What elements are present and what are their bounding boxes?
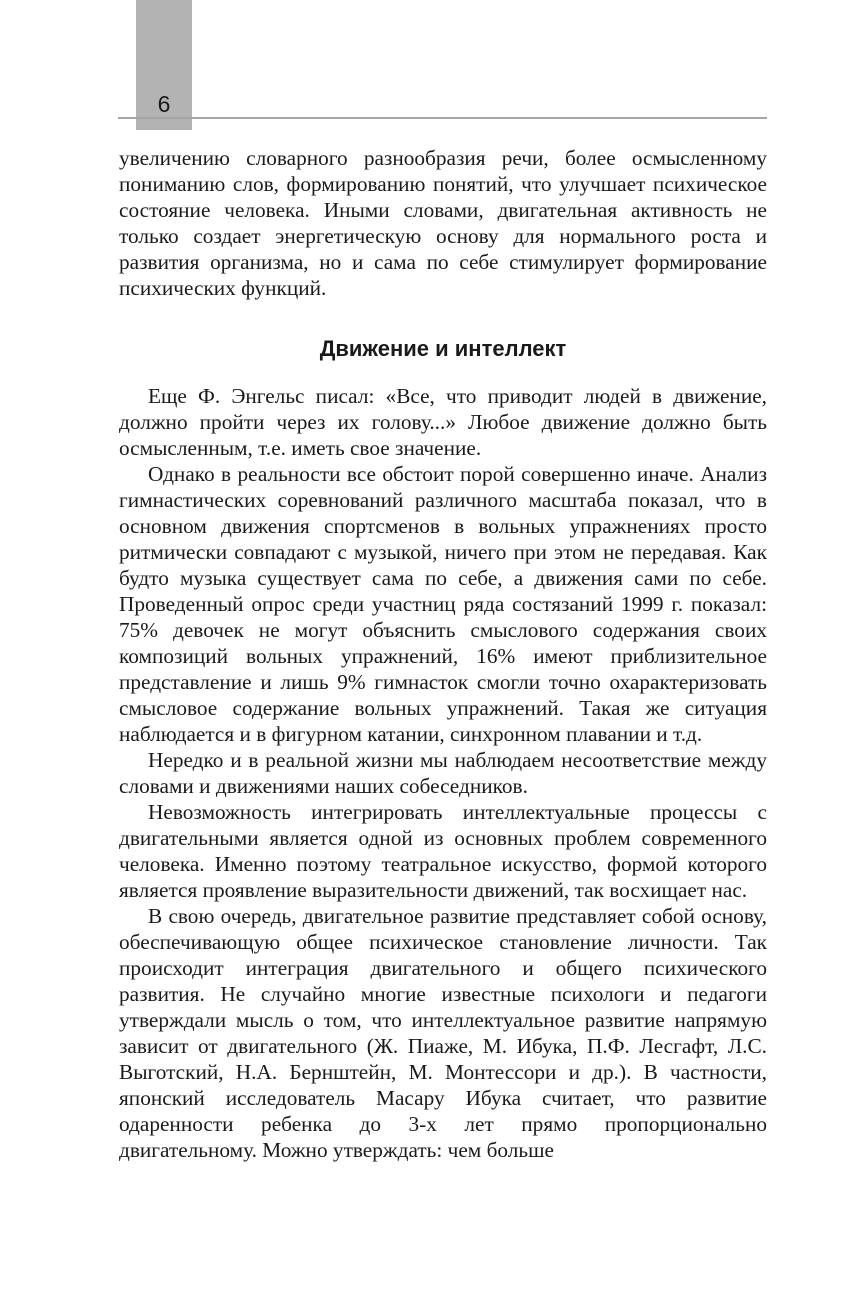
paragraph-motor-development: В свою очередь, двигательное развитие представляет собой основу, обеспечивающую общее психическое становление личности. Так происходит интеграция двигательного и общего психического развития. Не случайно многие известные психологи и педагоги утверждали мысль о том, что интеллектуальное развитие напрямую зависит от двигательного (Ж. Пиаже, М. Ибука, П.Ф. Лесгафт, Л.С. Выготский, Н.А. Бернштейн, М. Монтессори и др.). В частности, японский исследователь Масару Ибука считает, что развитие одаренности ребенка до 3-х лет прямо пропорционально двигательному. Можно утверждать: чем больше — [119, 904, 767, 1162]
header-rule — [118, 117, 767, 119]
page-number-tab — [136, 0, 192, 130]
paragraph-gymnastics-survey: Однако в реальности все обстоит порой совершенно иначе. Анализ гимнастических соревнований различного масштаба показал, что в основном движения спортсменов в вольных упражнениях просто ритмически совпадают с музыкой, ничего при этом не передавая. Как будто музыка существует сама по себе, а движения сами по себе. Проведенный опрос среди участниц ряда состязаний 1999 г. показал: 75% девочек не могут объяснить смыслового содержания своих композиций вольных упражнений, 16% имеют приблизительное представление и лишь 9% гимнасток смогли точно охарактеризовать смысловое содержание вольных упражнений. Такая же ситуация наблюдается и в фигурном катании, синхронном плавании и т.д. — [119, 462, 767, 746]
paragraph-engels-quote: Еще Ф. Энгельс писал: «Все, что приводит людей в движение, должно пройти через их голову...» Любое движение должно быть осмысленным, т.е. иметь свое значение. — [119, 384, 767, 460]
page-body — [119, 145, 767, 1163]
paragraph-integration-problem: Невозможность интегрировать интеллектуальные процессы с двигательными является одной из основных проблем современного человека. Именно поэтому театральное искусство, формой которого является проявление выразительности движений, так восхищает нас. — [119, 800, 767, 902]
section-title: Движение и интеллект — [319, 336, 567, 361]
intro-paragraph: увеличению словарного разнообразия речи, более осмысленному пониманию слов, формированию понятий, что улучшает психическое состояние человека. Иными словами, двигательная активность не только создает энергетическую основу для нормального роста и развития организма, но и сама по себе стимулирует формирование психических функций. — [119, 146, 767, 300]
page-number: 6 — [157, 91, 171, 117]
paragraph-words-and-movements: Нередко и в реальной жизни мы наблюдаем несоответствие между словами и движениями наших собеседников. — [119, 748, 767, 798]
